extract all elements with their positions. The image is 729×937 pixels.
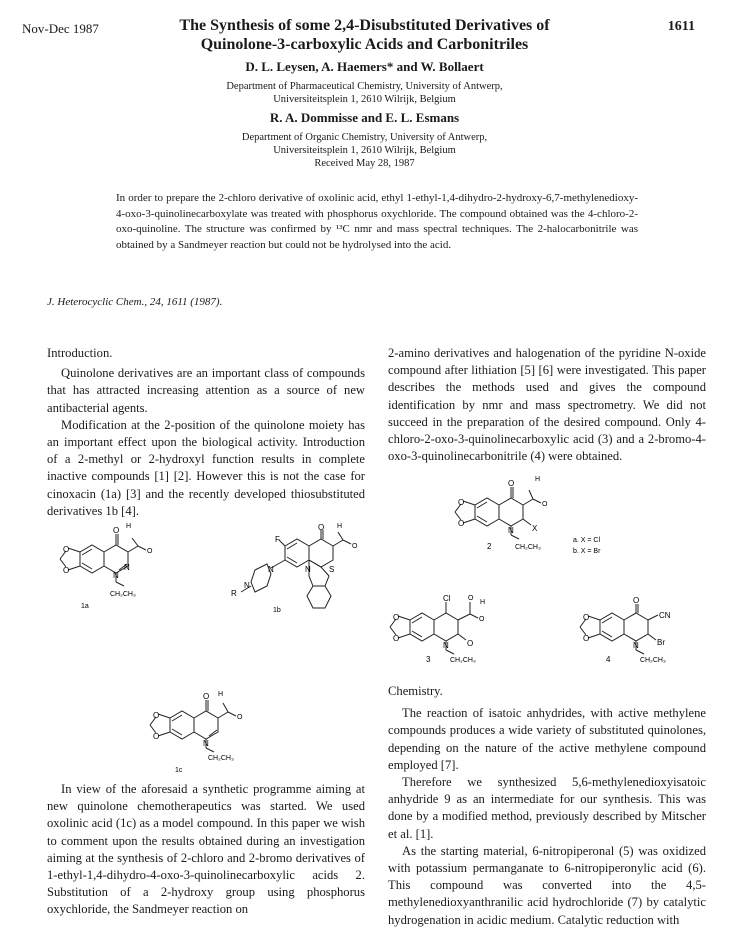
left-column-top (47, 345, 365, 520)
atom-label: O (237, 714, 243, 721)
structure-2 (445, 475, 625, 560)
atom-label: N (113, 571, 119, 580)
atom-label: O (458, 498, 465, 507)
intro-paragraph-3: In view of the aforesaid a synthetic programme aiming at new quinolone chemotherapeutics was started. We used oxolinic acid (1c) as a model compound. In this paper we wish to comment upon the results obtained during an investigation aiming at the synthesis of 2-chloro and 2-bromo derivatives of 1-ethyl-1,4-dihydro-4-oxo-3-quinolinecarboxylic acids 2. Substitution of a 2-hydroxy group using phosphorus oxychloride, the Sandmeyer reaction on (47, 782, 365, 917)
author-list-1: D. L. Leysen, A. Haemers* and W. Bollaert (245, 59, 484, 74)
atom-label: O (147, 548, 153, 555)
affiliation-1-line-1: Department of Pharmaceutical Chemistry, University of Antwerp, (226, 81, 503, 92)
atom-label: CH₂CH₃ (640, 657, 666, 664)
atom-label: N (244, 581, 250, 590)
structure-1b (225, 520, 385, 650)
atom-label: S (329, 565, 335, 574)
atom-label: N (508, 526, 514, 535)
atom-label: O (393, 634, 400, 643)
structure-label: 2 (487, 542, 492, 551)
affiliation-1-line-2: Universiteitsplein 1, 2610 Wilrijk, Belgium (273, 94, 456, 105)
atom-label: O (63, 566, 70, 575)
atom-label: N (633, 641, 639, 650)
right-column-top (388, 345, 706, 465)
structure-label: 4 (606, 655, 611, 664)
atom-label: CH₂CH₃ (450, 657, 476, 664)
atom-label: O (153, 732, 160, 741)
atom-label: O (633, 596, 640, 605)
atom-label: Cl (443, 594, 451, 603)
affiliation-2-line-1: Department of Organic Chemistry, University of Antwerp, (241, 132, 488, 143)
atom-label: F (275, 535, 280, 544)
variant-b: b. X = Br (573, 548, 601, 555)
atom-label: O (393, 613, 400, 622)
structure-3 (380, 590, 510, 670)
atom-label: H (535, 476, 541, 483)
author-list-2: R. A. Dommisse and E. L. Esmans (269, 110, 460, 125)
structure-label: 1a (81, 603, 89, 610)
atom-label: CH₂CH₃ (515, 544, 541, 551)
atom-label: N (124, 563, 130, 572)
atom-label: R (231, 589, 237, 598)
structure-label: 1b (273, 607, 281, 614)
introduction-heading: Introduction. (47, 346, 113, 360)
article-title-line-1: The Synthesis of some 2,4-Disubstituted Derivatives of (179, 17, 550, 34)
atom-label: CH₂CH₃ (208, 755, 234, 762)
atom-label: O (508, 479, 515, 488)
structure-4 (570, 590, 700, 670)
atom-label: O (203, 692, 210, 701)
structure-1c (130, 688, 260, 776)
chemistry-paragraph-3: As the starting material, 6-nitropiperonal (5) was oxidized with potassium permanganate to 6-nitropiperonylic acid (6). This compound was converted into the 4,5-methylenedioxyanthranilic acid hydrochloride (7) by catalytic hydrogenation in acidic medium. Catalytic reduction with (388, 843, 706, 927)
atom-label: H (126, 523, 132, 530)
atom-label: X (532, 524, 538, 533)
atom-label: O (63, 545, 70, 554)
atom-label: O (318, 523, 325, 532)
atom-label: O (542, 501, 548, 508)
chemistry-heading: Chemistry. (388, 684, 443, 698)
structure-label: 1c (175, 767, 183, 774)
intro-paragraph-1: Quinolone derivatives are an important class of compounds that has attracted increasing attention as a source of new antibacterial agents. (47, 366, 365, 415)
structure-1a (40, 520, 170, 612)
atom-label: O (352, 543, 358, 550)
atom-label: N (443, 641, 449, 650)
variant-a: a. X = Cl (573, 537, 601, 544)
atom-label: H (480, 599, 486, 606)
atom-label: CN (659, 611, 671, 620)
atom-label: CH₂CH₃ (110, 591, 136, 598)
atom-label: O (153, 711, 160, 720)
chemistry-paragraph-2: Therefore we synthesized 5,6-methylenedioxyisatoic anhydride 9 as an intermediate for our synthesis. This was done by a modified method, previously described by Mitscher et al. [1]. (388, 775, 706, 841)
atom-label: N (268, 565, 274, 574)
journal-citation: J. Heterocyclic Chem., 24, 1611 (1987). (47, 296, 223, 308)
left-column-bottom (47, 781, 365, 919)
atom-label: O (583, 613, 590, 622)
atom-label: O (468, 595, 474, 602)
abstract: In order to prepare the 2-chloro derivative of oxolinic acid, ethyl 1-ethyl-1,4-dihydro-2-hydroxy-6,7-methylenedioxy-4-oxo-3-quinolinecarboxylate was treated with phosphorus oxychloride. The compound obtained was the 4-chloro-2-oxo-quinoline. The structure was confirmed by ¹³C nmr and mass spectral techniques. The 2-halocarbonitrile was obtained by a Sandmeyer reaction but could not be hydrolysed into the acid. (116, 192, 638, 251)
affiliation-2-line-2: Universiteitsplein 1, 2610 Wilrijk, Belgium (273, 145, 456, 156)
atom-label: O (458, 519, 465, 528)
atom-label: O (113, 526, 120, 535)
atom-label: H (218, 691, 224, 698)
page-number: 1611 (667, 19, 695, 34)
atom-label: Br (657, 638, 665, 647)
atom-label: O (583, 634, 590, 643)
intro-paragraph-2: Modification at the 2-position of the quinolone moiety has an important effect upon the biological activity. Introduction of a 2-methyl or 2-hydroxyl function results in complete inactive compounds [1] [2]. However this is not the case for cinoxacin (1a) [3] and the recently developed thiosubstituted derivatives 1b [4]. (47, 417, 365, 518)
chemistry-paragraph-1: The reaction of isatoic anhydrides, with active methylene compounds produces a wide variety of substituted quinolones, depending on the nature of the active methylene compound employed [7]. (388, 706, 706, 772)
structure-label: 3 (426, 655, 431, 664)
atom-label: N (305, 565, 311, 574)
journal-issue: Nov-Dec 1987 (22, 21, 99, 36)
received-date: Received May 28, 1987 (314, 158, 415, 169)
atom-label: O (467, 639, 474, 648)
article-title-line-2: Quinolone-3-carboxylic Acids and Carbonitriles (200, 36, 529, 53)
atom-label: H (337, 523, 343, 530)
atom-label: O (479, 616, 485, 623)
intro-paragraph-4: 2-amino derivatives and halogenation of the pyridine N-oxide compound after lithiation [5] [6] were investigated. This paper describes the methods used and gives the compound identification by nmr and mass spectrometry. We did not succeed in the preparation of the desired compound. Only 4-chloro-2-oxo-3-quinolinecarboxylic acid (3) and a 2-bromo-4-oxo-3-quinolinecarbonitrile (4) were obtained. (388, 346, 706, 464)
right-column-bottom (388, 683, 706, 929)
atom-label: N (203, 739, 209, 748)
